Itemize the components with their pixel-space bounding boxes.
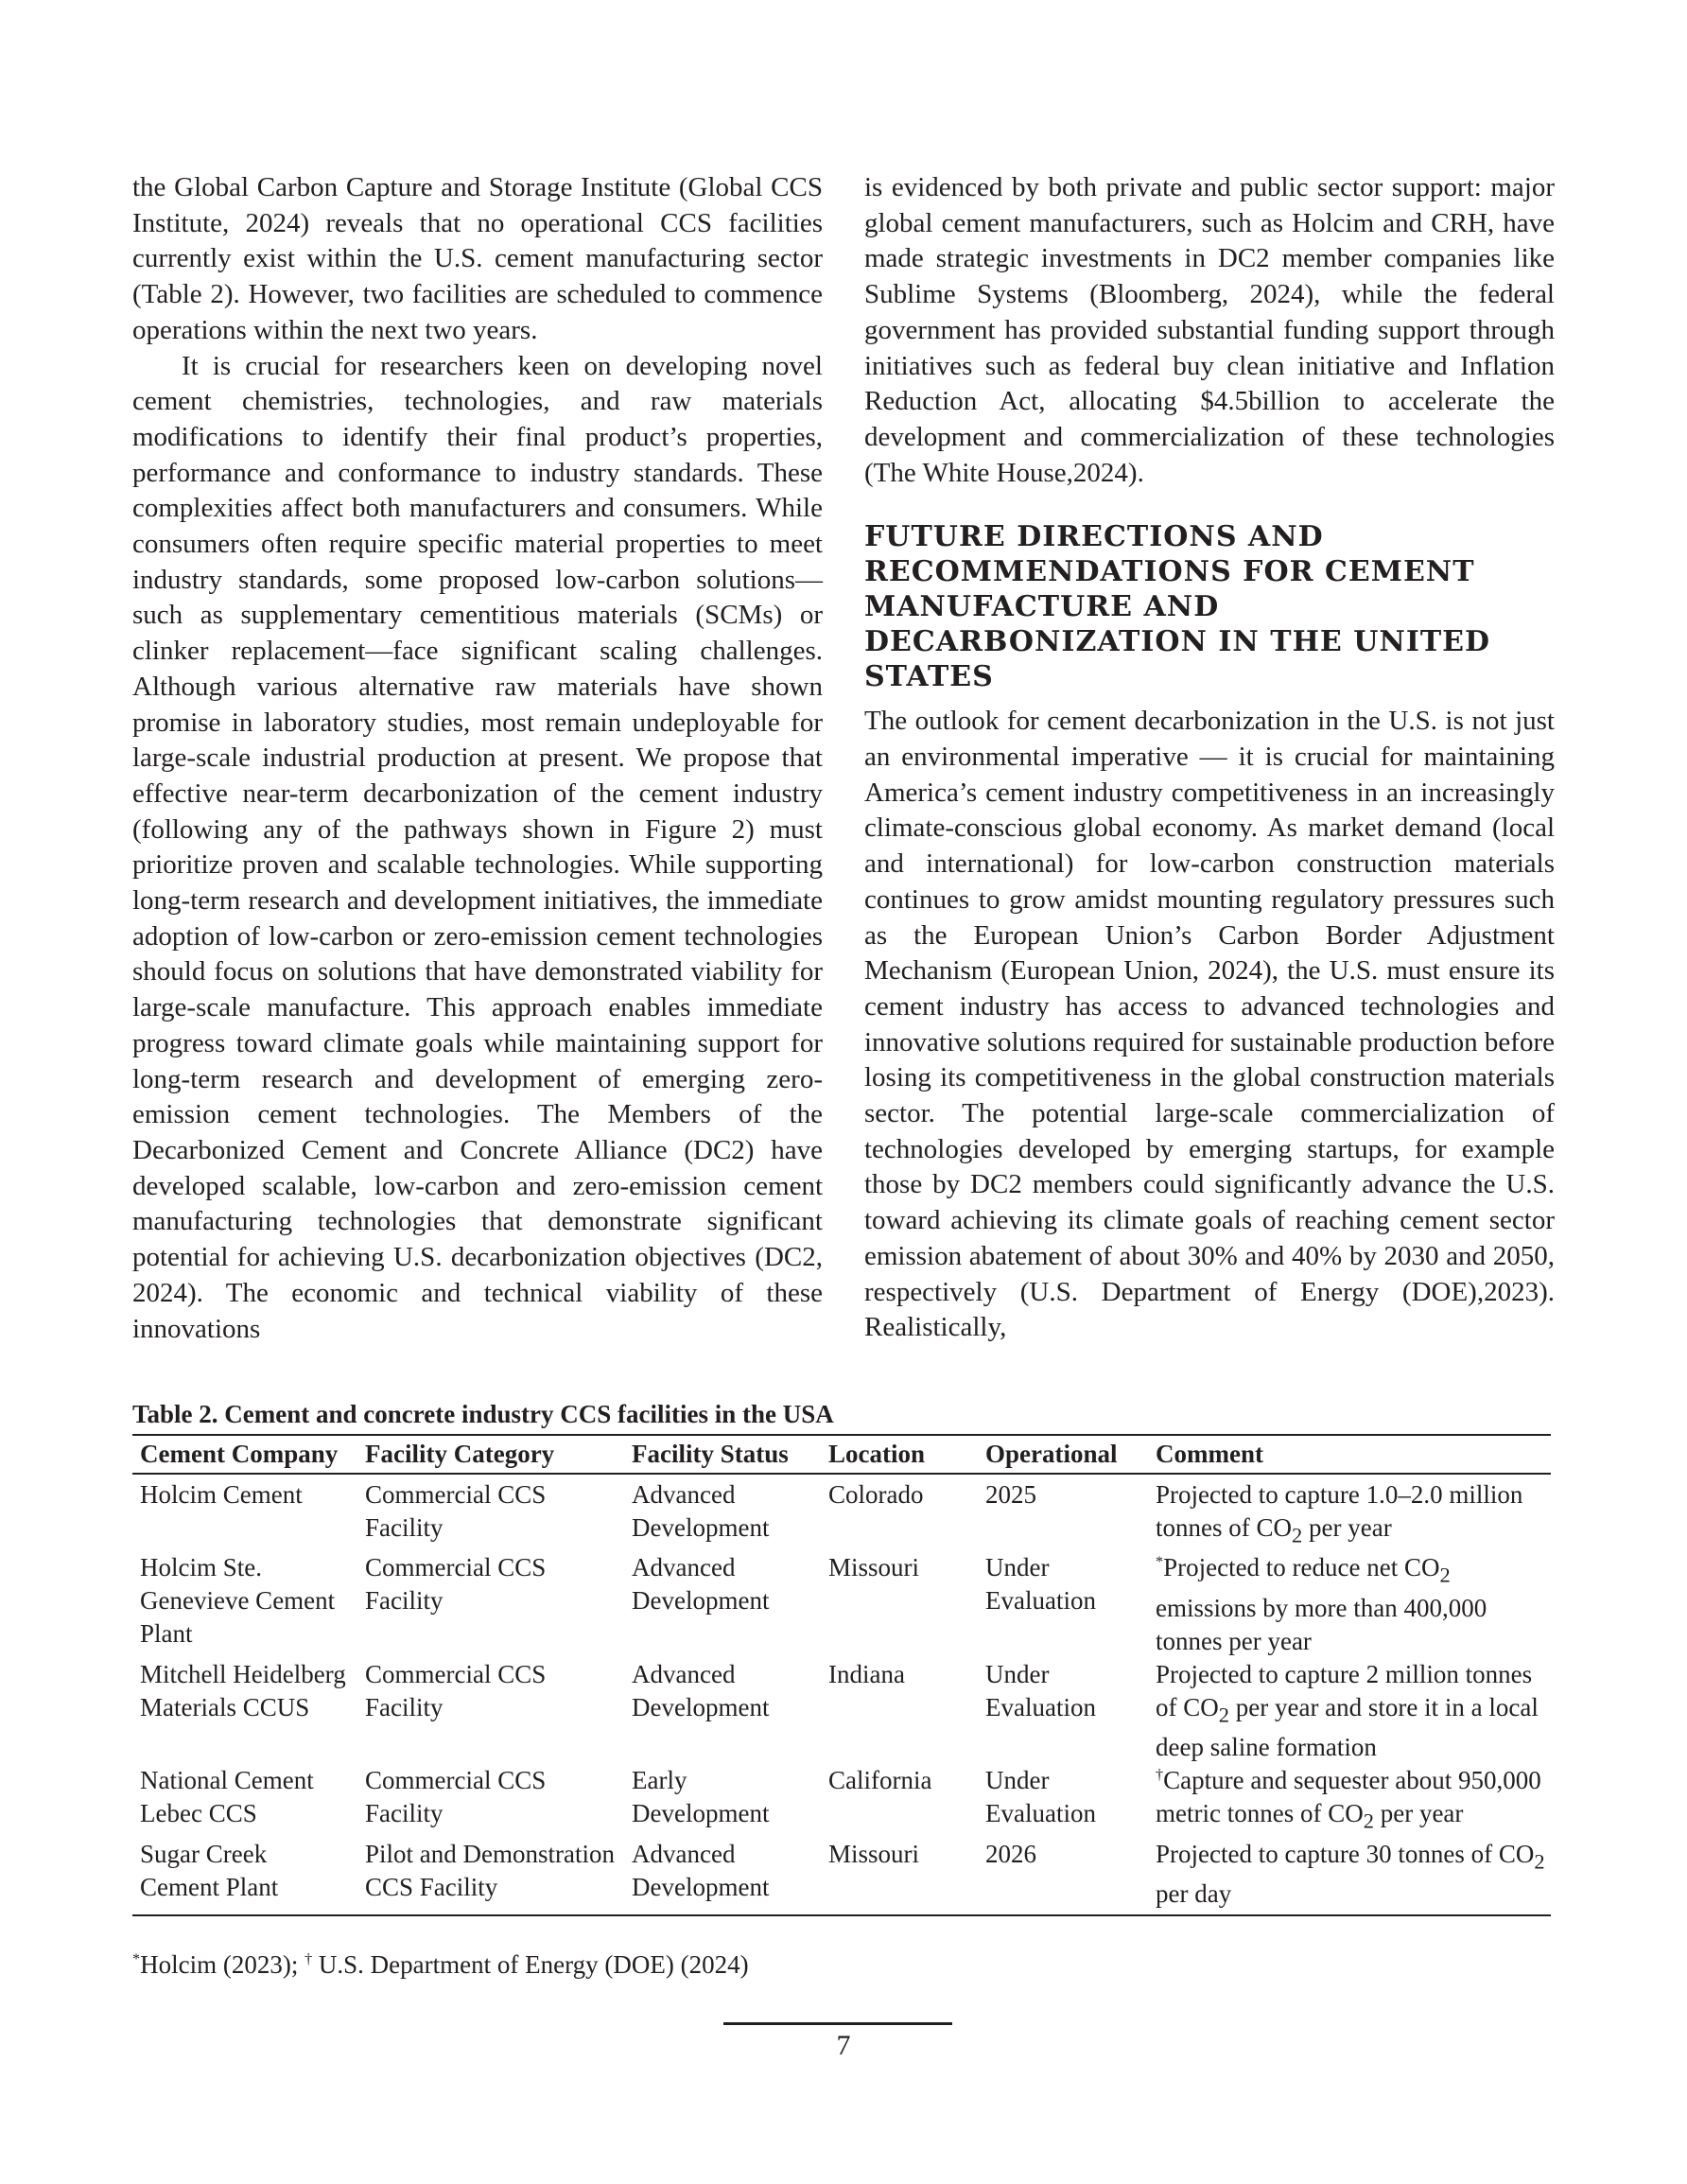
company-cell: National Cement Lebec CCS <box>140 1766 314 1828</box>
category-cell: Commercial CCS Facility <box>365 1480 547 1542</box>
footnote-text: Holcim (2023); <box>140 1950 305 1979</box>
operational-cell: 2026 <box>978 1838 1148 1915</box>
body-paragraph: It is crucial for researchers keen on developing novel cement chemistries, technologies, and raw materials modifications to identify their final product’s properties, performance and conformance to industry standards. These complexities affect both manufacturers and consumers. While consumers often require specific material properties to meet industry standards, some proposed low-carbon solutions—such as supplementary cementitious materials (SCMs) or clinker replacement—face significant scaling challenges. Although various alternative raw materials have shown promise in laboratory studies, most remain undeployable for large-scale industrial production at present. We propose that effective near-term decarbonization of the cement industry (following any of the pathways shown in Figure 2) must prioritize proven and scalable technologies. While supporting long-term research and development initiatives, the immediate adoption of low-carbon or zero-emission cement technologies should focus on solutions that have demonstrated viability for large-scale manufacture. This approach enables immediate progress toward climate goals while maintaining support for long-term research and development of emerging zero-emission cement technologies. The Members of the Decarbonized Cement and Concrete Alliance (DC2) have developed scalable, low-carbon and zero-emission cement manufacturing technologies that demonstrate significant potential for achieving U.S. decarbonization objectives (DC2, 2024). The economic and technical viability of these innovations <box>132 350 823 1344</box>
comment-cell <box>1148 1838 1551 1915</box>
operational-cell: Under Evaluation <box>985 1659 1096 1721</box>
category-cell: Commercial CCS Facility <box>365 1659 547 1721</box>
body-paragraph: The outlook for cement decarbonization in the U.S. is not just an environmental imperative — it is crucial for maintaining America’s cement industry competitiveness in an increasingly climate-conscious global economy. As market demand (local and international) for low-carbon construction materials continues to grow amidst mounting regulatory pressures such as the European Union’s Carbon Border Adjustment Mechanism (European Union, 2024), the U.S. must ensure its cement industry has access to advanced technologies and innovative solutions required for sustainable production before losing its competitiveness in the global construction materials sector. The potential large-scale commercialization of technologies developed by emerging startups, for example those by DC2 members could significantly advance the U.S. toward achieving its climate goals of reaching cement sector emission abatement of about 30% and 40% by 2030 and 2050, respectively (U.S. Department of Energy (DOE),2023). Realistically, <box>864 706 1555 1343</box>
footer-rule <box>723 2022 952 2025</box>
status-cell: Advanced Development <box>632 1553 770 1616</box>
location-cell: California <box>828 1766 932 1795</box>
subscript: 2 <box>1534 1848 1545 1873</box>
comment-text: Projected to reduce net CO <box>1163 1553 1440 1582</box>
status-cell: Advanced Development <box>624 1838 821 1915</box>
body-paragraph: the Global Carbon Capture and Storage Institute (Global CCS Institute, 2024) reveals that no operational CCS facilities currently exist within the U.S. cement manufacturing sector (Table 2). However, two facilities are scheduled to commence operations within the next two years. <box>132 172 823 345</box>
comment-text: Capture and sequester about 950,000 metric tonnes of CO <box>1156 1766 1541 1828</box>
right-column <box>864 170 1555 1346</box>
subscript: 2 <box>1218 1703 1229 1727</box>
page-number: 7 <box>836 2030 851 2061</box>
column-header: Comment <box>1148 1435 1551 1474</box>
comment-cell <box>1148 1474 1551 1551</box>
comment-text: per day <box>1156 1878 1232 1908</box>
footnote-text: U.S. Department of Energy (DOE) (2024) <box>312 1950 749 1979</box>
left-column <box>132 170 823 1347</box>
comment-cell <box>1148 1764 1551 1837</box>
facilities-table <box>132 1434 1551 1916</box>
table-row <box>132 1764 1551 1837</box>
comment-cell <box>1148 1658 1551 1764</box>
column-header: Operational <box>978 1435 1148 1474</box>
table-section <box>132 1398 1551 1916</box>
comment-text: Projected to capture 2 million tonnes of CO <box>1156 1659 1533 1721</box>
column-header: Location <box>821 1435 978 1474</box>
comment-text: per year <box>1373 1799 1464 1828</box>
status-cell: Early Development <box>632 1766 770 1828</box>
comment-cell <box>1148 1551 1551 1657</box>
comment-text: per year <box>1302 1513 1392 1542</box>
location-cell: Missouri <box>821 1838 978 1915</box>
comment-text: emissions by more than 400,000 tonnes per year <box>1156 1593 1487 1655</box>
company-cell: Mitchell Heidelberg Materials CCUS <box>140 1659 346 1721</box>
comment-text: Projected to capture 30 tonnes of CO <box>1156 1839 1535 1868</box>
operational-cell: Under Evaluation <box>985 1766 1096 1828</box>
company-cell: Holcim Cement <box>140 1480 303 1509</box>
table-footnote <box>132 1948 749 1982</box>
footnote-mark: * <box>132 1950 141 1967</box>
subscript: 2 <box>1363 1808 1374 1833</box>
subscript: 2 <box>1439 1563 1451 1587</box>
section-heading: FUTURE DIRECTIONS AND RECOMMENDATIONS FOR CEMENT MANUFACTURE AND DECARBONIZATION IN THE UNITED STATES <box>864 520 1491 694</box>
company-cell: Holcim Ste. Genevieve Cement Plant <box>140 1553 336 1649</box>
company-cell: Sugar Creek Cement Plant <box>132 1838 357 1915</box>
body-paragraph: is evidenced by both private and public sector support: major global cement manufacturers, such as Holcim and CRH, have made strategic investments in DC2 member companies like Sublime Systems (Bloomberg, 2024), while the federal government has provided substantial funding support through initiatives such as federal buy clean initiative and Inflation Reduction Act, allocating $4.5billion to accelerate the development and commercialization of these technologies (The White House,2024). <box>864 172 1555 488</box>
category-cell: Commercial CCS Facility <box>365 1766 547 1828</box>
table-row <box>132 1658 1551 1764</box>
operational-cell: 2025 <box>985 1480 1036 1509</box>
location-cell: Colorado <box>828 1480 924 1509</box>
location-cell: Missouri <box>828 1553 920 1582</box>
table-header-row <box>132 1435 1551 1474</box>
table-row <box>132 1838 1551 1915</box>
status-cell: Advanced Development <box>632 1659 770 1721</box>
subscript: 2 <box>1292 1523 1303 1547</box>
footnote-mark: † <box>304 1950 313 1967</box>
location-cell: Indiana <box>828 1659 905 1688</box>
footnote-mark: * <box>1156 1553 1164 1571</box>
footnote-mark: † <box>1156 1766 1164 1784</box>
category-cell: Commercial CCS Facility <box>365 1553 547 1616</box>
table-caption: Table 2. Cement and concrete industry CCS facilities in the USA <box>132 1400 834 1428</box>
table-row <box>132 1551 1551 1657</box>
category-cell: Pilot and Demonstration CCS Facility <box>357 1838 624 1915</box>
table-row <box>132 1474 1551 1551</box>
comment-text: per year and store it in a local deep saline formation <box>1156 1692 1539 1762</box>
column-header: Cement Company <box>132 1435 357 1474</box>
column-header: Facility Category <box>357 1435 624 1474</box>
status-cell: Advanced Development <box>632 1480 770 1542</box>
operational-cell: Under Evaluation <box>985 1553 1096 1616</box>
column-header: Facility Status <box>624 1435 821 1474</box>
comment-text: Projected to capture 1.0–2.0 million tonnes of CO <box>1156 1480 1523 1542</box>
